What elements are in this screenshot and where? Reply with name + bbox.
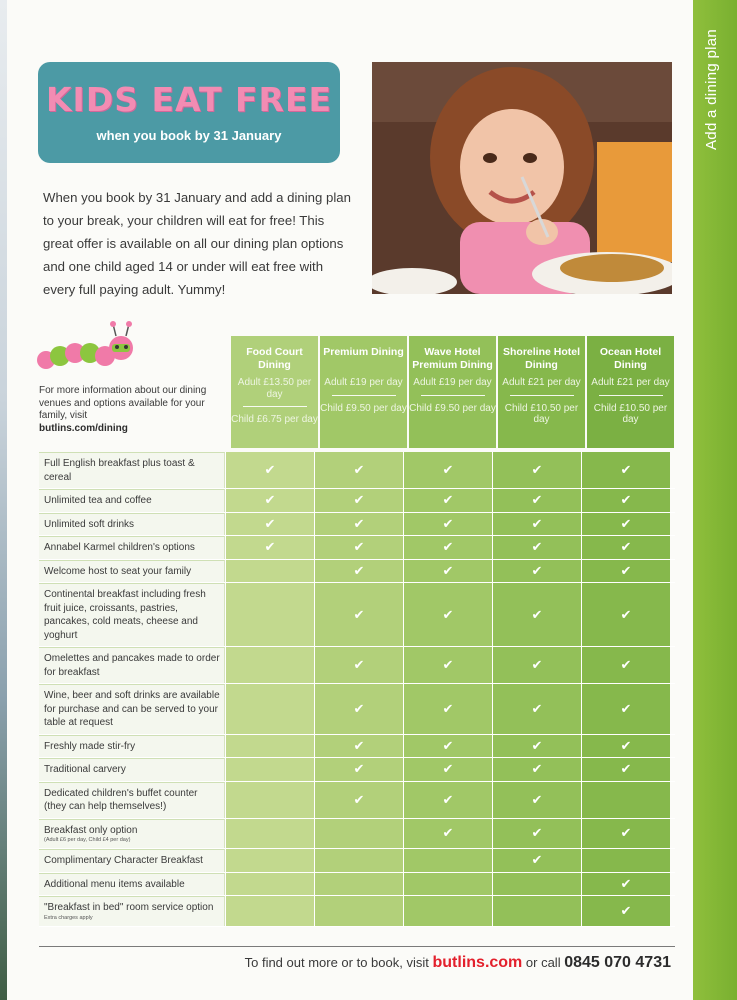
column-name: Premium Dining [323,346,404,358]
check-icon: ✔ [403,758,492,781]
price-divider [332,395,396,396]
check-icon: ✔ [581,873,670,896]
feature-label [39,758,225,781]
feature-text: Additional menu items available [44,878,185,890]
check-icon: ✔ [314,560,403,583]
price-divider [599,395,663,396]
child-eating-photo [372,62,672,294]
check-icon: ✔ [403,560,492,583]
feature-text: Complimentary Character Breakfast [44,855,203,866]
check-icon: ✔ [403,684,492,734]
table-row [39,735,675,759]
footer-phone: 0845 070 4731 [564,954,671,971]
check-icon: ✔ [492,849,581,872]
adult-price: Adult £19 per day [413,377,492,388]
check-icon: ✔ [492,583,581,646]
table-row [39,819,675,850]
more-info-text [39,385,209,435]
feature-text: Unlimited tea and coffee [44,495,152,506]
empty-cell [225,819,314,849]
empty-cell [225,873,314,896]
empty-cell [581,782,670,818]
feature-label [39,647,225,683]
check-icon: ✔ [581,536,670,559]
check-icon: ✔ [314,513,403,536]
check-icon: ✔ [492,758,581,781]
feature-text: Breakfast only option [44,824,138,836]
feature-label [39,782,225,818]
feature-text: "Breakfast in bed" room service option [44,902,214,913]
child-price: Child £6.75 per day [231,414,318,425]
check-icon: ✔ [314,758,403,781]
check-icon: ✔ [581,819,670,849]
check-icon: ✔ [492,560,581,583]
column-name: Wave Hotel Premium Dining [412,346,493,371]
empty-cell [225,684,314,734]
adult-price: Adult £19 per day [324,377,403,388]
column-header [587,336,674,448]
feature-label [39,873,225,896]
check-icon: ✔ [581,896,670,926]
empty-cell [225,735,314,758]
footer-brand-link[interactable]: butlins.com [432,954,523,971]
check-icon: ✔ [403,647,492,683]
empty-cell [225,849,314,872]
column-header [231,336,318,448]
check-icon: ✔ [581,452,670,488]
table-row [39,452,675,489]
feature-label [39,819,225,849]
check-icon: ✔ [492,513,581,536]
check-icon: ✔ [403,489,492,512]
banner-subtitle: when you book by 31 January [96,128,282,143]
check-icon: ✔ [492,452,581,488]
empty-cell [225,782,314,818]
check-icon: ✔ [314,583,403,646]
check-icon: ✔ [403,452,492,488]
empty-cell [492,896,581,926]
adult-price: Adult £21 per day [591,377,670,388]
photo-illustration [372,62,672,294]
check-icon: ✔ [403,536,492,559]
empty-cell [225,583,314,646]
footer-prefix: To find out more or to book, visit [244,955,429,970]
check-icon: ✔ [314,452,403,488]
check-icon: ✔ [492,536,581,559]
table-row [39,684,675,735]
table-row [39,873,675,897]
table-row [39,782,675,819]
price-divider [243,406,307,407]
feature-label [39,735,225,758]
table-row [39,647,675,684]
feature-note: (Adult £6 per day, Child £4 per day) [44,837,131,843]
check-icon: ✔ [314,536,403,559]
check-icon: ✔ [225,513,314,536]
feature-label [39,513,225,536]
page-edge-scenery [0,0,7,1000]
adult-price: Adult £21 per day [502,377,581,388]
check-icon: ✔ [581,560,670,583]
empty-cell [314,873,403,896]
adult-price: Adult £13.50 per day [237,377,312,400]
check-icon: ✔ [403,583,492,646]
empty-cell [492,873,581,896]
empty-cell [581,849,670,872]
check-icon: ✔ [314,489,403,512]
column-name: Food Court Dining [246,346,303,371]
table-row [39,849,675,873]
banner-title: KIDS EAT FREE [45,80,333,119]
feature-label [39,849,225,872]
check-icon: ✔ [492,782,581,818]
check-icon: ✔ [403,819,492,849]
check-icon: ✔ [581,583,670,646]
side-tab [693,0,737,1000]
feature-text: Welcome host to seat your family [44,565,192,577]
child-price: Child £10.50 per day [593,402,668,425]
empty-cell [225,560,314,583]
empty-cell [314,849,403,872]
footer-middle: or call [525,955,561,970]
feature-label [39,684,225,734]
feature-text: Traditional carvery [44,764,126,775]
feature-text: Dedicated children's buffet counter (they can help themselves!) [44,787,198,812]
empty-cell [225,758,314,781]
empty-cell [314,896,403,926]
footer-divider [39,946,675,947]
child-price: Child £9.50 per day [409,402,496,414]
check-icon: ✔ [581,735,670,758]
feature-text: Omelettes and pancakes made to order for breakfast [44,653,220,678]
check-icon: ✔ [581,684,670,734]
check-icon: ✔ [492,489,581,512]
column-header [409,336,496,448]
feature-text: Freshly made stir-fry [44,740,136,752]
check-icon: ✔ [581,513,670,536]
feature-note: Extra charges apply [44,914,93,921]
check-icon: ✔ [314,735,403,758]
check-icon: ✔ [314,684,403,734]
feature-label [39,452,225,488]
check-icon: ✔ [492,684,581,734]
column-name: Ocean Hotel Dining [599,346,662,371]
check-icon: ✔ [403,735,492,758]
column-name: Shoreline Hotel Dining [502,346,580,371]
feature-label [39,583,225,646]
check-icon: ✔ [492,819,581,849]
table-row [39,896,675,927]
check-icon: ✔ [492,735,581,758]
empty-cell [314,819,403,849]
child-price: Child £10.50 per day [504,402,579,425]
feature-text: Annabel Karmel children's options [44,542,195,553]
check-icon: ✔ [581,489,670,512]
feature-label [39,489,225,512]
check-icon: ✔ [403,782,492,818]
check-icon: ✔ [225,452,314,488]
empty-cell [403,849,492,872]
check-icon: ✔ [314,647,403,683]
dining-link[interactable]: butlins.com/dining [39,422,128,434]
feature-text: Unlimited soft drinks [44,518,135,530]
feature-text: Continental breakfast including fresh fruit juice, croissants, pastries, pancakes, cold meats, cheese and yoghurt [44,589,206,641]
feature-text: Full English breakfast plus toast & cereal [44,458,195,483]
more-info-label: For more information about our dining venues and options available for your family, visit [39,385,207,421]
price-divider [421,395,485,396]
table-row [39,758,675,782]
check-icon: ✔ [314,782,403,818]
side-tab-label: Add a dining plan [703,28,720,150]
table-row [39,513,675,537]
check-icon: ✔ [492,647,581,683]
child-price: Child £9.50 per day [320,402,407,414]
column-header [498,336,585,448]
table-row [39,560,675,584]
empty-cell [225,896,314,926]
kids-eat-free-banner [38,62,340,163]
footer [245,954,671,972]
check-icon: ✔ [581,647,670,683]
table-row [39,583,675,647]
check-icon: ✔ [403,513,492,536]
empty-cell [403,873,492,896]
price-divider [510,395,574,396]
caterpillar-icon [36,320,136,378]
feature-label [39,536,225,559]
table-row [39,489,675,513]
table-row [39,536,675,560]
intro-paragraph: When you book by 31 January and add a dining plan to your break, your children will eat for free! This great offer is available on all our dining plan options and one child aged 14 or under will eat free with every full paying adult. Yummy! [43,190,351,297]
check-icon: ✔ [581,758,670,781]
empty-cell [225,647,314,683]
check-icon: ✔ [225,536,314,559]
feature-label [39,560,225,583]
empty-cell [403,896,492,926]
feature-label [39,896,225,926]
check-icon: ✔ [225,489,314,512]
feature-text: Wine, beer and soft drinks are available for purchase and can be served to your table at request [44,690,220,728]
dining-comparison-table [39,452,675,927]
column-header [320,336,407,448]
